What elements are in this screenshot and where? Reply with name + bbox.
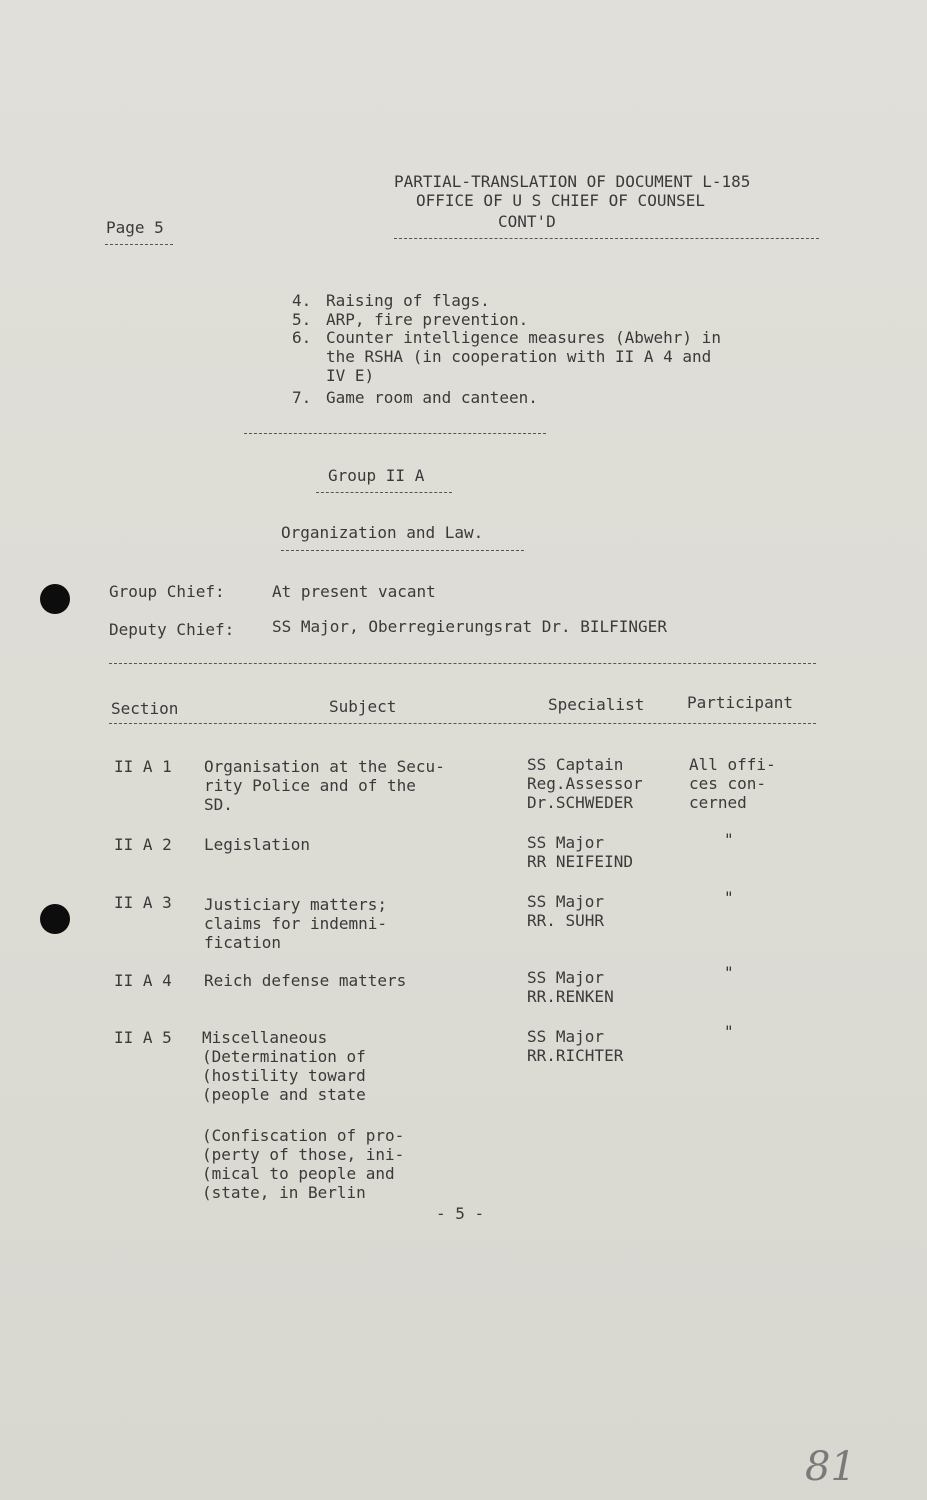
page-label-underline (105, 244, 173, 245)
punch-hole-bottom (40, 904, 70, 934)
row-4-specialist: SS Major RR.RENKEN (527, 968, 614, 1006)
table-top-rule (109, 663, 816, 664)
table-header-rule (109, 723, 816, 724)
item-4-number: 4. (292, 291, 312, 310)
row-4-participant: " (724, 963, 734, 982)
deputy-chief-label: Deputy Chief: (109, 620, 235, 639)
row-5-subject: Miscellaneous (Determination of (hostility toward (people and state (202, 1028, 366, 1104)
group-chief-value: At present vacant (272, 582, 436, 601)
group-chief-label: Group Chief: (109, 582, 225, 601)
row-5-subject-continuation: (Confiscation of pro- (perty of those, ini- (mical to people and (state, in Berlin (202, 1126, 405, 1202)
row-3-participant: " (724, 888, 734, 907)
row-5-specialist: SS Major RR.RICHTER (527, 1027, 624, 1065)
row-4-subject: Reich defense matters (204, 971, 407, 990)
handwritten-folio-number: 81 (805, 1444, 856, 1490)
header-specialist: Specialist (548, 695, 645, 714)
punch-hole-top (40, 584, 70, 614)
row-2-subject: Legislation (204, 835, 310, 854)
item-5-number: 5. (292, 310, 312, 329)
page-label: Page 5 (106, 218, 164, 237)
section-divider (244, 433, 546, 434)
row-1-section: II A 1 (114, 757, 172, 776)
header-participant: Participant (687, 693, 793, 712)
title-underline (394, 238, 819, 239)
doc-title-line3: CONT'D (498, 212, 556, 231)
row-2-section: II A 2 (114, 835, 172, 854)
footer-page-number: - 5 - (436, 1204, 485, 1223)
row-2-participant: " (724, 830, 734, 849)
row-3-subject: Justiciary matters; claims for indemni- fication (204, 895, 388, 952)
row-5-participant: " (724, 1022, 734, 1041)
deputy-chief-value: SS Major, Oberregierungsrat Dr. BILFINGER (272, 617, 667, 636)
header-subject: Subject (329, 697, 397, 716)
row-1-specialist: SS Captain Reg.Assessor Dr.SCHWEDER (527, 755, 643, 812)
row-3-specialist: SS Major RR. SUHR (527, 892, 605, 930)
item-4-text: Raising of flags. (326, 291, 490, 310)
group-subtitle: Organization and Law. (281, 523, 484, 542)
group-title-underline (316, 492, 452, 493)
row-3-section: II A 3 (114, 893, 172, 912)
row-4-section: II A 4 (114, 971, 172, 990)
row-5-section: II A 5 (114, 1028, 172, 1047)
group-subtitle-underline (281, 550, 524, 551)
row-2-specialist: SS Major RR NEIFEIND (527, 833, 633, 871)
item-6-number: 6. (292, 328, 312, 347)
header-section: Section (111, 699, 179, 718)
row-1-subject: Organisation at the Secu- rity Police and of the SD. (204, 757, 445, 814)
doc-title-line2: OFFICE OF U S CHIEF OF COUNSEL (416, 191, 705, 210)
item-6-text: Counter intelligence measures (Abwehr) in the RSHA (in cooperation with II A 4 and IV E) (326, 328, 721, 385)
item-7-text: Game room and canteen. (326, 388, 538, 407)
item-5-text: ARP, fire prevention. (326, 310, 529, 329)
group-title: Group II A (328, 466, 425, 485)
item-7-number: 7. (292, 388, 312, 407)
doc-title-line1: PARTIAL-TRANSLATION OF DOCUMENT L-185 (394, 172, 751, 191)
row-1-participant: All offi- ces con- cerned (689, 755, 776, 812)
